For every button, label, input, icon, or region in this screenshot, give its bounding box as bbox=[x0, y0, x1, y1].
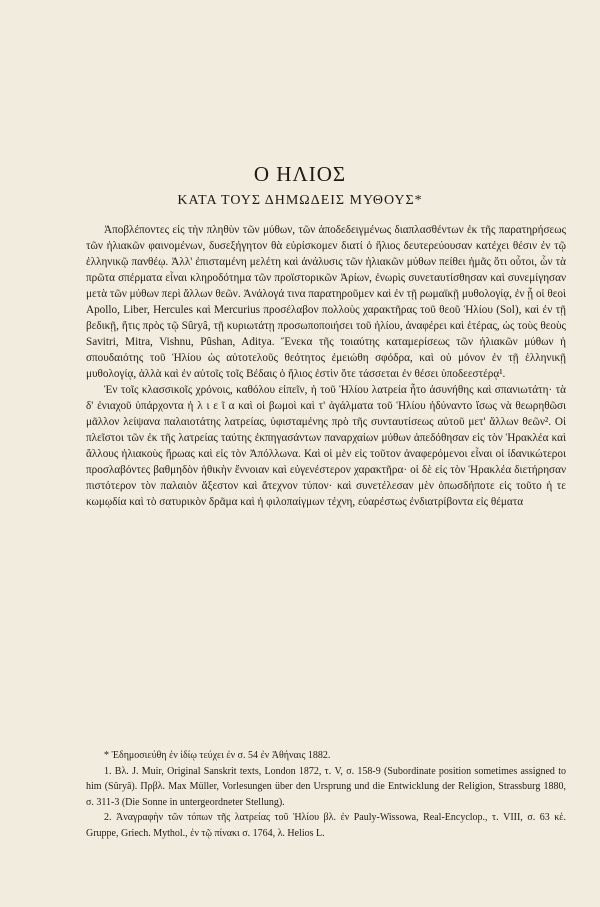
footnotes bbox=[86, 748, 566, 841]
paragraph: Ἀποβλέποντες εἰς τὴν πληθὺν τῶν μύθων, τῶν ἀποδεδειγμένως διαπλασθέντων ἐκ τῆς παρατηρήσεως τῶν ἡλιακῶν φαινομένων, δυσεξήγητον θὰ εὑρίσκομεν διατί ὁ ἥλιος δευτερεύουσαν κατέχει θέσιν ἐν τῷ ἑλληνικῷ πανθέῳ. Ἀλλ' ἐπισταμένη μελέτη καὶ ἀνάλυσις τῶν ἡλιακῶν μύθων πείθει ἡμᾶς ὅτι οὗτοι, ὧν τὰ πρῶτα σπέρματα εἶναι κληροδότημα τῶν προϊστορικῶν Ἀρίων, ἐνωρὶς συνεταυτίσθησαν καὶ συνεμίγησαν μετὰ τῶν μύθων περὶ ἄλλων θεῶν. Ἀνάλογά τινα παρατηροῦμεν καὶ ἐν τῇ ρωμαϊκῇ μυθολογίᾳ, ἐν ᾗ οἱ θεοὶ Apollo, Liber, Hercules καὶ Mercurius προσέλαβον πολλοὺς χαρακτῆρας τοῦ θεοῦ Ἡλίου (Sol), καὶ ἐν τῇ βεδικῇ, ἥτις πρὸς τῷ Sûryâ, τῇ κυριωτάτῃ προσωποποιήσει τοῦ ἡλίου, ἀναφέρει καὶ ἑτέρας, ὡς τοὺς θεοὺς Savitri, Mitra, Vishnu, Pûshan, Aditya. Ἕνεκα τῆς τοιαύτης καταμερίσεως τῶν ἡλιακῶν μύθων ἡ σπουδαιότης τοῦ Ἡλίου ὡς αὐτοτελοῦς θεότητος ἐμειώθη σφόδρα, καὶ οὐ μόνον ἐν τῇ ἑλληνικῇ μυθολογίᾳ, ἀλλὰ καὶ ἐν αὐτοῖς τοῖς Βέδαις ὁ ἥλιος ἐστὶν ὅτε τάσσεται ἐν θέσει ὑποδεεστέρᾳ¹. bbox=[86, 224, 567, 380]
body-text bbox=[86, 222, 566, 510]
chapter-title: Ο ΗΛΙΟΣ bbox=[253, 162, 347, 186]
footnote: 1. Βλ. J. Muir, Original Sanskrit texts, London 1872, τ. V, σ. 158-9 (Subordinate position sometimes assigned to him (Sûryâ). Πρβλ. Max Müller, Vorlesungen über den Ursprung und die Entwicklung der Religion, Strassburg 1880, σ. 311-3 (Die Sonne in untergeordneter Stellung). bbox=[86, 765, 566, 808]
footnote: 2. Ἀναγραφὴν τῶν τόπων τῆς λατρείας τοῦ Ἡλίου βλ. ἐν Pauly-Wissowa, Real-Encyclop., τ. VIII, σ. 63 κἑ. Gruppe, Griech. Mythol., ἐν τῷ πίνακι σ. 1764, λ. Helios L. bbox=[86, 812, 566, 839]
footnote: * Ἐδημοσιεύθη ἐν ἰδίῳ τεύχει ἐν σ. 54 ἐν Ἀθήναις 1882. bbox=[104, 750, 331, 761]
paragraph: Ἐν τοῖς κλασσικοῖς χρόνοις, καθόλου εἰπεῖν, ἡ τοῦ Ἡλίου λατρεία ἦτο ἀσυνήθης καὶ σπανιωτάτη· τὰ δ' ἐνιαχοῦ ὑπάρχοντα ἡ λ ι ε ῖ α καὶ οἱ βωμοὶ καὶ τ' ἀγάλματα τοῦ Ἡλίου ἠδύναντο ἴσως νὰ θεωρηθῶσι μᾶλλον λείψανα παλαιοτάτης λατρείας, ὑφισταμένης πρὸ τῆς συνταυτίσεως αὐτοῦ μετ' ἄλλων θεῶν². Οἱ πλεῖστοι τῶν ἐκ τῆς λατρείας ταύτης ἐκπηγασάντων παναρχαίων μύθων ἀπεδόθησαν εἰς τὸν Ἡρακλέα καὶ ἄλλους ἡλιακοὺς ἥρωας καὶ εἰς τὸν Ἀπόλλωνα. Καὶ οἱ μὲν εἰς τοῦτον ἀναφερόμενοι εἶναι οἱ ἰδανικώτεροι προσλαβόντες βαθμηδὸν ἠθικὴν ἔννοιαν καὶ εὐγενέστερον χαρακτῆρα· οἱ δὲ εἰς τὸν Ἡρακλέα διετήρησαν πιστότερον τὸν παλαιὸν ἄξεστον καὶ ἄτεχνον τύπον· καὶ συνετέλεσαν μὲν ὁπωσδήποτε εἰς τοῦτο ἡ τε κωμῳδία καὶ τὸ σατυρικὸν δρᾶμα καὶ ἡ φιλοπαίγμων τέχνη, εὐαρέστως ἐνδιατρίβοντα εἰς θέματα bbox=[86, 384, 566, 508]
chapter-subtitle: ΚΑΤΑ ΤΟΥΣ ΔΗΜΩΔΕΙΣ ΜΥΘΟΥΣ* bbox=[177, 193, 423, 208]
